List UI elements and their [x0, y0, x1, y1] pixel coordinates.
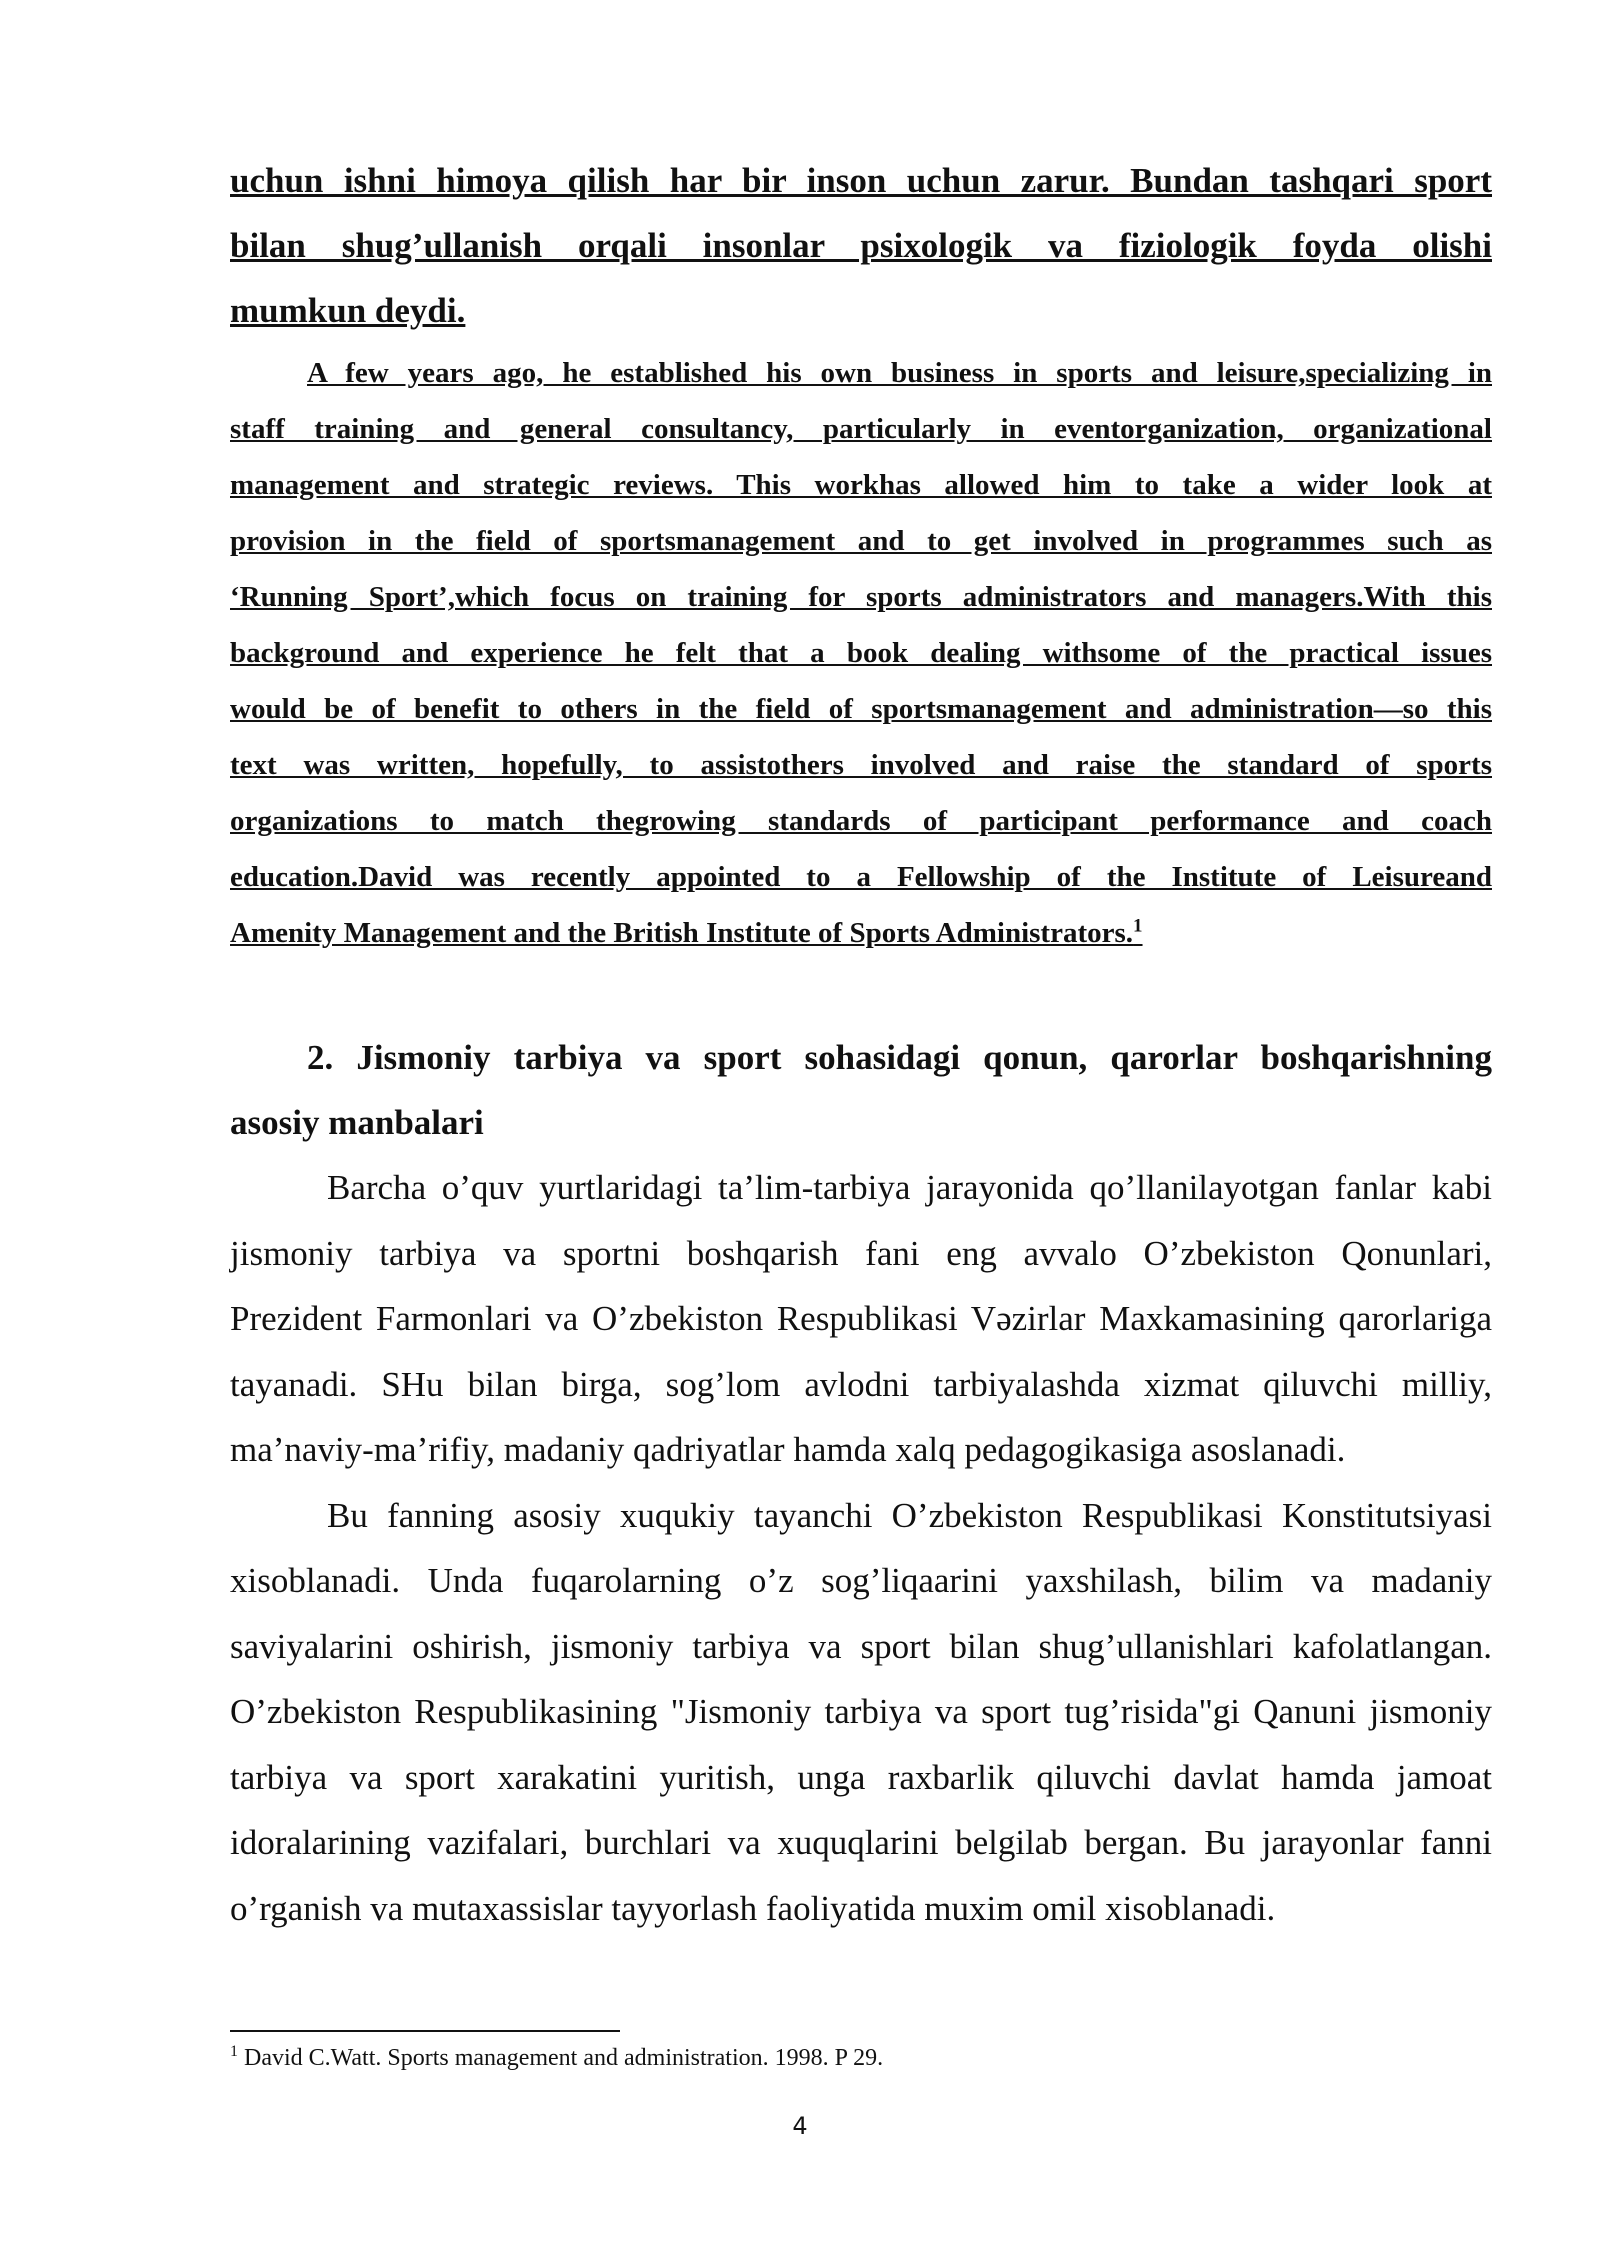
text-line: education.David was recently appointed to a Fellowship of the Institute of Leisureand [230, 861, 1492, 893]
text-line: ‘Running Sport’,which focus on training for sports administrators and managers.With this [230, 581, 1492, 613]
text-line: bilan shug’ullanish orqali insonlar psixologik va fiziologik foyda olishi [230, 226, 1492, 265]
heading-line: 2. Jismoniy tarbiya va sport sohasidagi qonun, qarorlar boshqarishning [307, 1038, 1492, 1077]
text-line: o’rganish va mutaxassislar tayyorlash faoliyatida muxim omil xisoblanadi. [230, 1888, 1276, 1928]
text-line: staff training and general consultancy, particularly in eventorganization, organizational [230, 413, 1492, 445]
text-line: saviyalarini oshirish, jismoniy tarbiya va sport bilan shug’ullanishlari kafolatlangan. [230, 1626, 1492, 1666]
text-line: organizations to match thegrowing standards of participant performance and coach [230, 805, 1492, 837]
text-line: jismoniy tarbiya va sportni boshqarish fani eng avvalo O’zbekiston Qonunlari, [230, 1233, 1492, 1273]
heading-line: asosiy manbalari [230, 1103, 484, 1142]
body-paragraph-2 [230, 1483, 1492, 1942]
text-line: A few years ago, he established his own business in sports and leisure,specializing in [307, 357, 1492, 389]
text-line: would be of benefit to others in the field of sportsmanagement and administration—so this [230, 693, 1492, 725]
text-line: background and experience he felt that a book dealing withsome of the practical issues [230, 637, 1492, 669]
footnote-reference[interactable]: 1 [1133, 915, 1143, 937]
footnote-text: David C.Watt. Sports management and administration. 1998. P 29. [238, 2045, 884, 2071]
footnote [230, 2043, 883, 2073]
text-line [230, 905, 1492, 961]
section-heading [230, 1025, 1492, 1155]
page-number: 4 [792, 2112, 808, 2140]
text-line-content: Amenity Management and the British Institute of Sports Administrators. [230, 917, 1134, 949]
english-quote-paragraph [230, 345, 1492, 961]
text-line: tarbiya va sport xarakatini yuritish, unga raxbarlik qiluvchi davlat hamda jamoat [230, 1757, 1492, 1797]
text-line: idoralarining vazifalari, burchlari va xuquqlarini belgilab bergan. Bu jarayonlar fanni [230, 1823, 1492, 1862]
text-line: Barcha o’quv yurtlaridagi ta’lim-tarbiya jarayonida qo’llanilayotgan fanlar kabi [327, 1168, 1492, 1207]
body-paragraph-1 [230, 1155, 1492, 1483]
footnote-number: 1 [230, 2043, 238, 2060]
text-line: mumkun deydi. [230, 291, 466, 330]
text-line: provision in the field of sportsmanagement and to get involved in programmes such as [230, 525, 1492, 557]
text-line: tayanadi. SHu bilan birga, sog’lom avlodni tarbiyalashda xizmat qiluvchi milliy, [230, 1364, 1492, 1404]
text-line: uchun ishni himoya qilish har bir inson uchun zarur. Bundan tashqari sport [230, 161, 1492, 200]
text-line: Bu fanning asosiy xuqukiy tayanchi O’zbekiston Respublikasi Konstitutsiyasi [327, 1495, 1492, 1535]
text-line: ma’naviy-ma’rifiy, madaniy qadriyatlar hamda xalq pedagogikasiga asoslanadi. [230, 1430, 1346, 1469]
continuation-paragraph [230, 148, 1492, 343]
text-line: xisoblanadi. Unda fuqarolarning o’z sog’liqaarini yaxshilash, bilim va madaniy [230, 1561, 1492, 1600]
body-text [230, 1155, 1492, 1941]
text-line: O’zbekiston Respublikasining "Jismoniy tarbiya va sport tug’risida"gi Qanuni jismoniy [230, 1692, 1492, 1731]
text-line: Prezident Farmonlari va O’zbekiston Respublikasi Vəzirlar Maxkamasining qarorlariga [230, 1299, 1492, 1338]
footnote-separator [230, 2030, 620, 2032]
text-line: management and strategic reviews. This workhas allowed him to take a wider look at [230, 469, 1492, 501]
text-line: text was written, hopefully, to assistothers involved and raise the standard of sports [230, 749, 1492, 781]
